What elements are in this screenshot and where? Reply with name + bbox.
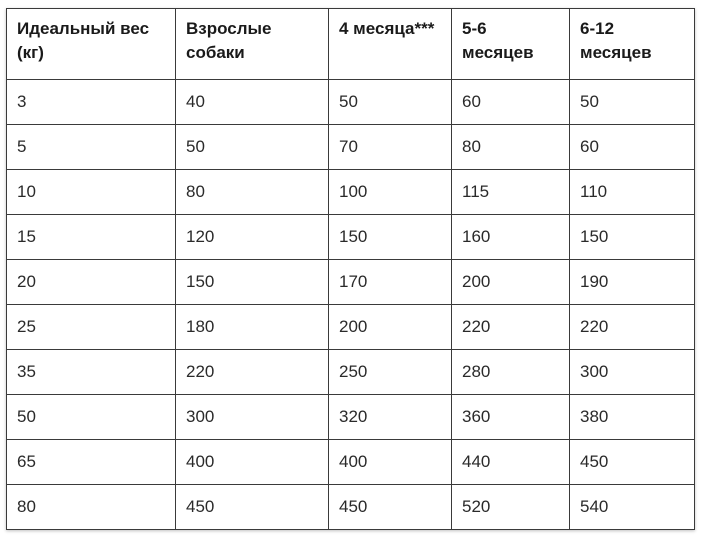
5-6-months-cell: 360 bbox=[452, 395, 570, 440]
ideal-weight-cell: 50 bbox=[7, 395, 176, 440]
4-months-cell: 450 bbox=[329, 485, 452, 530]
header-6-12-months: 6-12 месяцев bbox=[570, 9, 695, 80]
4-months-cell: 200 bbox=[329, 305, 452, 350]
adult-dogs-cell: 40 bbox=[176, 80, 329, 125]
5-6-months-cell: 60 bbox=[452, 80, 570, 125]
6-12-months-cell: 110 bbox=[570, 170, 695, 215]
6-12-months-cell: 220 bbox=[570, 305, 695, 350]
table-row bbox=[7, 305, 695, 350]
header-adult-dogs: Взрослые собаки bbox=[176, 9, 329, 80]
table-row bbox=[7, 440, 695, 485]
4-months-cell: 320 bbox=[329, 395, 452, 440]
adult-dogs-cell: 120 bbox=[176, 215, 329, 260]
adult-dogs-cell: 220 bbox=[176, 350, 329, 395]
4-months-cell: 150 bbox=[329, 215, 452, 260]
4-months-cell: 400 bbox=[329, 440, 452, 485]
adult-dogs-cell: 400 bbox=[176, 440, 329, 485]
6-12-months-cell: 300 bbox=[570, 350, 695, 395]
4-months-cell: 170 bbox=[329, 260, 452, 305]
ideal-weight-cell: 25 bbox=[7, 305, 176, 350]
header-row bbox=[7, 9, 695, 80]
table-header bbox=[7, 9, 695, 80]
table-row bbox=[7, 395, 695, 440]
4-months-cell: 70 bbox=[329, 125, 452, 170]
adult-dogs-cell: 80 bbox=[176, 170, 329, 215]
table-body bbox=[7, 80, 695, 530]
adult-dogs-cell: 180 bbox=[176, 305, 329, 350]
adult-dogs-cell: 300 bbox=[176, 395, 329, 440]
5-6-months-cell: 520 bbox=[452, 485, 570, 530]
adult-dogs-cell: 150 bbox=[176, 260, 329, 305]
feeding-table-container bbox=[6, 8, 694, 531]
header-5-6-months: 5-6 месяцев bbox=[452, 9, 570, 80]
5-6-months-cell: 440 bbox=[452, 440, 570, 485]
table-row bbox=[7, 170, 695, 215]
6-12-months-cell: 150 bbox=[570, 215, 695, 260]
5-6-months-cell: 200 bbox=[452, 260, 570, 305]
header-4-months: 4 месяца*** bbox=[329, 9, 452, 80]
adult-dogs-cell: 450 bbox=[176, 485, 329, 530]
table-row bbox=[7, 125, 695, 170]
ideal-weight-cell: 3 bbox=[7, 80, 176, 125]
ideal-weight-cell: 20 bbox=[7, 260, 176, 305]
6-12-months-cell: 50 bbox=[570, 80, 695, 125]
5-6-months-cell: 160 bbox=[452, 215, 570, 260]
4-months-cell: 250 bbox=[329, 350, 452, 395]
4-months-cell: 100 bbox=[329, 170, 452, 215]
6-12-months-cell: 190 bbox=[570, 260, 695, 305]
ideal-weight-cell: 35 bbox=[7, 350, 176, 395]
table-row bbox=[7, 260, 695, 305]
6-12-months-cell: 380 bbox=[570, 395, 695, 440]
ideal-weight-cell: 80 bbox=[7, 485, 176, 530]
4-months-cell: 50 bbox=[329, 80, 452, 125]
header-ideal-weight: Идеальный вес (кг) bbox=[7, 9, 176, 80]
table-row bbox=[7, 80, 695, 125]
ideal-weight-cell: 10 bbox=[7, 170, 176, 215]
table-row bbox=[7, 485, 695, 530]
5-6-months-cell: 280 bbox=[452, 350, 570, 395]
5-6-months-cell: 220 bbox=[452, 305, 570, 350]
table-row bbox=[7, 215, 695, 260]
6-12-months-cell: 540 bbox=[570, 485, 695, 530]
5-6-months-cell: 80 bbox=[452, 125, 570, 170]
6-12-months-cell: 60 bbox=[570, 125, 695, 170]
6-12-months-cell: 450 bbox=[570, 440, 695, 485]
feeding-table bbox=[6, 8, 695, 530]
adult-dogs-cell: 50 bbox=[176, 125, 329, 170]
ideal-weight-cell: 5 bbox=[7, 125, 176, 170]
ideal-weight-cell: 15 bbox=[7, 215, 176, 260]
5-6-months-cell: 115 bbox=[452, 170, 570, 215]
ideal-weight-cell: 65 bbox=[7, 440, 176, 485]
table-row bbox=[7, 350, 695, 395]
